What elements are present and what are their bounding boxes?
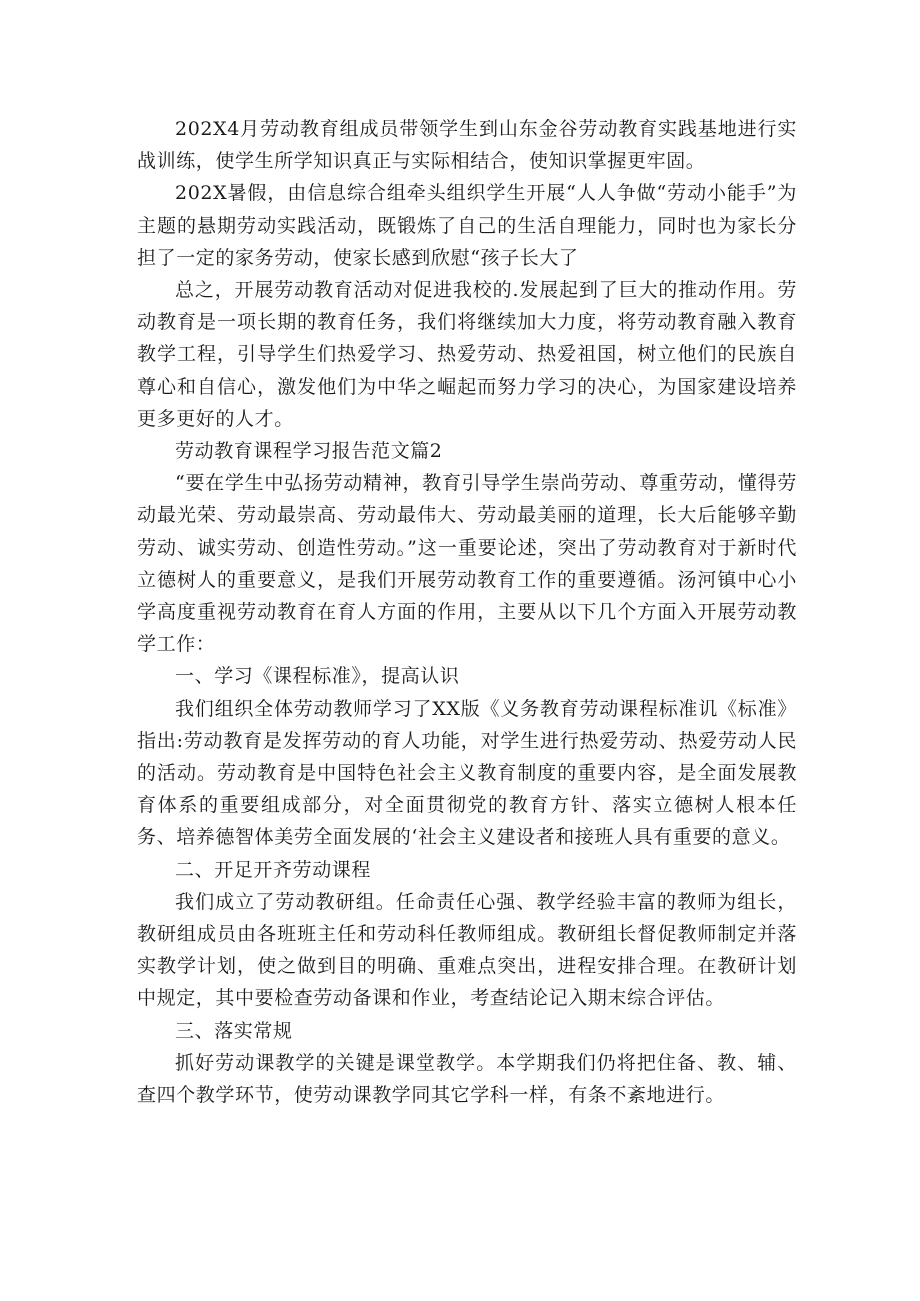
paragraph-quote: “要在学生中弘扬劳动精神，教育引导学生崇尚劳动、尊重劳动，懂得劳动最光荣、劳动最崇高、劳动最伟大、劳动最美丽的道理，长大后能够辛勤劳动、诚实劳动、创造性劳动。”这一重要论述，突出了劳动教育对于新时代立德树人的重要意义，是我们开展劳动教育工作的重要遵循。汤河镇中心小学高度重视劳动教育在育人方面的作用，主要从以下几个方面入开展劳动教学工作： [137, 472, 797, 656]
paragraph-research-group: 我们成立了劳动教研组。任命责任心强、教学经验丰富的教师为组长，教研组成员由各班班主任和劳动科任教师组成。教研组长督促教师制定并落实教学计划，使之做到目的明确、重难点突出，进程安排合理。在教研计划中规定，其中要检查劳动备课和作业，考查结论记入期末综合评估。 [137, 890, 797, 1010]
paragraph-classroom: 抓好劳动课教学的关键是课堂教学。本学期我们仍将把住备、教、辅、查四个教学环节，使劳动课教学同其它学科一样，有条不紊地进行。 [137, 1051, 797, 1107]
section-heading-1: 一、学习《课程标准》，提高认识 [175, 665, 460, 688]
article-title: 劳动教育课程学习报告范文篇2 [175, 440, 443, 463]
paragraph-conclusion: 总之，开展劳动教育活动对促进我校的.发展起到了巨大的推动作用。劳动教育是一项长期的教育任务，我们将继续加大力度，将劳动教育融入教育教学工程，引导学生们热爱学习、热爱劳动、热爱祖国，树立他们的民族自尊心和自信心，激发他们为中华之崛起而努力学习的决心，为国家建设培养更多更好的人才。 [137, 279, 797, 430]
section-heading-2: 二、开足开齐劳动课程 [175, 858, 372, 881]
document-body [137, 113, 797, 1111]
paragraph-summer-activity: 202X暑假，由信息综合组牵头组织学生开展“人人争做“劳动小能手”为主题的悬期劳动实践活动，既锻炼了自己的生活自理能力，同时也为家长分担了一定的家务劳动，使家长感到欣慰“孩子长大了 [137, 182, 797, 269]
paragraph-practice-base: 202X4月劳动教育组成员带领学生到山东金谷劳动教育实践基地进行实战训练，使学生所学知识真正与实际相结合，使知识掌握更牢固。 [137, 118, 797, 173]
paragraph-standards: 我们组织全体劳动教师学习了XX版《义务教育劳动课程标准讥《标准》指出:劳动教育是发挥劳动的育人功能，对学生进行热爱劳动、热爱劳动人民的活动。劳动教育是中国特色社会主义教育制度的重要内容，是全面发展教育体系的重要组成部分，对全面贯彻党的教育方针、落实立德树人根本任务、培养德智体美劳全面发展的‘社会主义建设者和接班人具有重要的意义。 [137, 697, 797, 849]
section-heading-3: 三、落实常规 [175, 1019, 293, 1042]
